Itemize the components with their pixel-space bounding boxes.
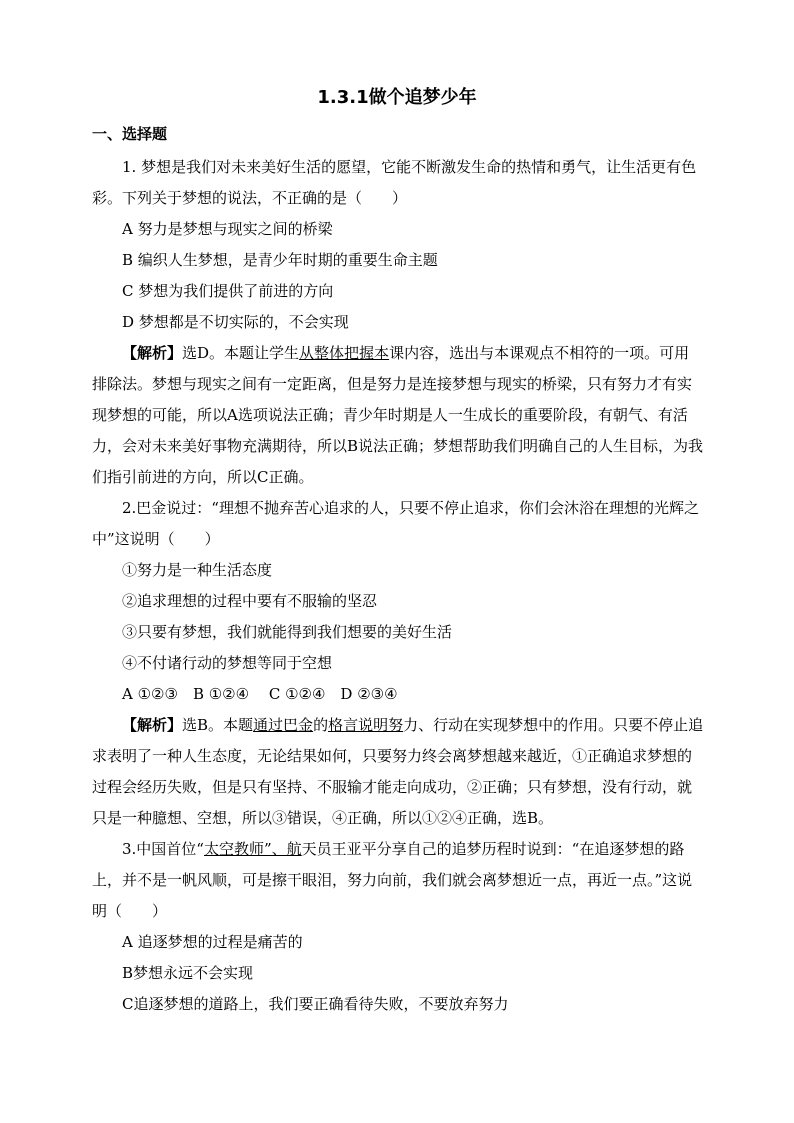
question-2-analysis — [92, 710, 704, 834]
question-1-option-a: A 努力是梦想与现实之间的桥梁 — [122, 220, 333, 238]
analysis-text: 课内容，选出与本课观点不相符的一项。可用排除法。梦想与现实之间有一定距离，但是努力是连接梦想与现实的桥梁，只有努力才有实现梦想的可能，所以A选项说法正确；青少年时期是人一生成长的重要阶段，有朝气、有活力，会对未来美好事物充满期待，所以B说法正确；梦想帮助我们明确自己的人生目标，为我们指引前进的方向，所以C正确。 — [92, 344, 704, 486]
document-title: 1.3.1做个追梦少年 — [317, 87, 477, 108]
analysis-text: 选D。本题让学生 — [182, 344, 300, 362]
question-1-analysis — [92, 338, 704, 493]
stem-text: 天员王亚平分享自己的追梦历程时说到：“在追逐梦想的路上，并不是一帆风顺，可是擦干眼泪，努力向前，我们就会离梦想近一点，再近一点。”这说明（ ） — [92, 840, 693, 920]
question-3-stem — [92, 834, 704, 927]
question-1-option-c: C 梦想为我们提供了前进的方向 — [122, 282, 334, 300]
question-3-option-c: C追逐梦想的道路上，我们要正确看待失败，不要放弃努力 — [122, 995, 509, 1013]
question-2-item-1: ①努力是一种生活态度 — [122, 561, 273, 579]
question-2-item-3: ③只要有梦想，我们就能得到我们想要的美好生活 — [122, 623, 453, 641]
question-2-stem: 2.巴金说过：“理想不抛弃苦心追求的人，只要不停止追求，你们会沐浴在理想的光辉之中”这说明（ ） — [92, 499, 699, 548]
document-body — [92, 152, 704, 1020]
question-2-choices: A ①②③ B ①②④ C ①②④ D ②③④ — [122, 685, 398, 703]
stem-text: 3.中国首位“ — [122, 840, 204, 858]
analysis-text: 的 — [313, 716, 329, 734]
section-heading: 一、选择题 — [92, 125, 168, 143]
analysis-underlined-text: 从整体把握本 — [299, 344, 390, 362]
question-1-stem: 1. 梦想是我们对未来美好生活的愿望，它能不断激发生命的热情和勇气，让生活更有色彩。下列关于梦想的说法，不正确的是（ ） — [92, 158, 697, 207]
analysis-text: 选B。本题 — [182, 716, 254, 734]
question-1-option-b: B 编织人生梦想，是青少年时期的重要生命主题 — [122, 251, 438, 269]
question-2-item-4: ④不付诸行动的梦想等同于空想 — [122, 654, 333, 672]
question-3-option-b: B梦想永远不会实现 — [122, 964, 254, 982]
stem-underlined-text: 太空教师”、航 — [203, 840, 302, 858]
question-2-item-2: ②追求理想的过程中要有不服输的坚忍 — [122, 592, 378, 610]
analysis-text: 力、行动在实现梦想中的作用。只要不停止追求表明了一种人生态度，无论结果如何，只要努力终会离梦想越来越近，①正确追求梦想的过程会经历失败，但是只有坚持、不服输才能走向成功，②正确；只有梦想，没有行动，就只是一种臆想、空想，所以③错误，④正确，所以①②④正确，选B。 — [92, 716, 704, 827]
analysis-label: 【解析】 — [122, 344, 183, 362]
question-3-option-a: A 追逐梦想的过程是痛苦的 — [122, 933, 303, 951]
question-1-option-d: D 梦想都是不切实际的，不会实现 — [122, 313, 349, 331]
analysis-underlined-text: 格言说明努 — [328, 716, 404, 734]
analysis-label: 【解析】 — [122, 716, 183, 734]
analysis-underlined-text: 通过巴金 — [253, 716, 314, 734]
